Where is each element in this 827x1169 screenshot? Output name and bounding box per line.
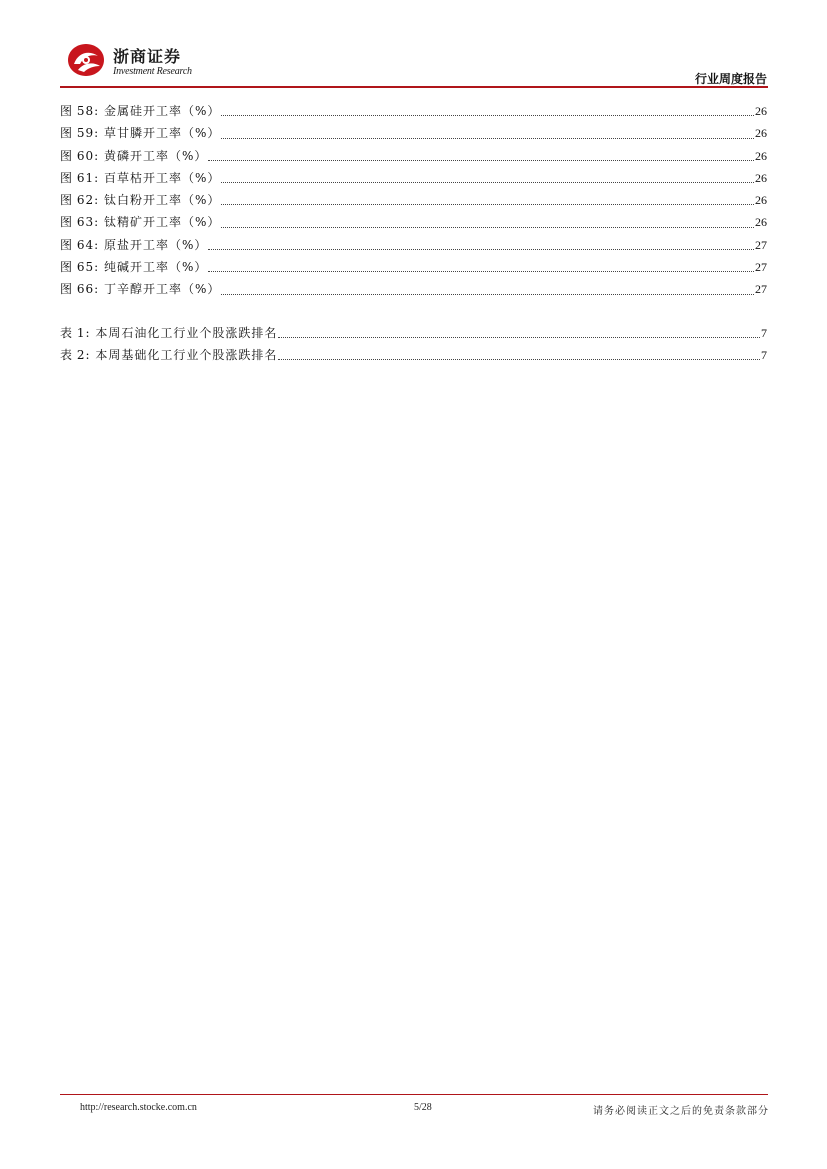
toc-entry-page: 26 — [755, 215, 767, 230]
toc-leader — [221, 293, 754, 295]
toc-entry-page: 7 — [761, 325, 767, 340]
toc-entry[interactable] — [60, 122, 767, 144]
toc-leader — [278, 336, 760, 338]
toc-section-gap — [60, 301, 767, 322]
toc-entry-prefix: 表 — [60, 347, 73, 362]
toc-entry-page: 26 — [755, 170, 767, 185]
footer-disclaimer: 请务必阅读正文之后的免责条款部分 — [593, 1106, 769, 1117]
toc-entry-prefix: 图 — [60, 193, 73, 208]
toc-entry-label — [60, 211, 220, 233]
toc-entry[interactable] — [60, 322, 767, 344]
toc-entry-prefix: 表 — [60, 325, 73, 340]
toc-entry-label — [60, 145, 207, 167]
toc-entry-label — [60, 344, 277, 366]
toc-entry-prefix: 图 — [60, 126, 73, 141]
toc-entry-title: 黄磷开工率（%） — [103, 148, 208, 163]
footer-page-number: 5/28 — [414, 1102, 432, 1113]
footer-url-link[interactable]: http://research.stocke.com.cn — [80, 1102, 197, 1113]
toc-entry-title: 钛白粉开工率（%） — [103, 193, 221, 208]
toc-entry[interactable] — [60, 167, 767, 189]
header-divider — [60, 86, 768, 88]
toc-leader — [208, 270, 754, 272]
table-of-contents — [60, 100, 767, 366]
toc-leader — [221, 137, 754, 139]
toc-entry-label — [60, 234, 207, 256]
company-name-en: Investment Research — [113, 66, 192, 77]
toc-entry-label — [60, 189, 220, 211]
toc-entry-title: 原盐开工率（%） — [103, 237, 208, 252]
toc-entry-prefix: 图 — [60, 260, 73, 275]
toc-entry-page: 27 — [755, 260, 767, 275]
toc-entry-label — [60, 167, 220, 189]
toc-entry-page: 26 — [755, 104, 767, 118]
toc-entry[interactable] — [60, 100, 767, 122]
company-logo-icon — [66, 42, 106, 78]
toc-entry-title: 百草枯开工率（%） — [103, 170, 221, 185]
page-header — [0, 0, 827, 90]
toc-entry-label — [60, 100, 220, 122]
toc-entry[interactable] — [60, 256, 767, 278]
toc-entry-label — [60, 256, 207, 278]
toc-entry-page: 7 — [761, 347, 767, 362]
toc-leader — [208, 248, 754, 250]
toc-entry-prefix: 图 — [60, 170, 73, 185]
toc-entry-label — [60, 322, 277, 344]
toc-entry[interactable] — [60, 234, 767, 256]
toc-entry-number: 58: — [76, 104, 100, 118]
toc-leader — [221, 181, 754, 183]
toc-entry[interactable] — [60, 344, 767, 366]
toc-entry-label — [60, 122, 220, 144]
toc-leader — [208, 159, 754, 161]
toc-entry-number: 66: — [76, 282, 100, 297]
toc-entry-number: 62: — [76, 193, 100, 208]
toc-entry-title: 纯碱开工率（%） — [103, 260, 208, 275]
toc-entry-title: 钛精矿开工率（%） — [103, 215, 221, 230]
toc-entry[interactable] — [60, 189, 767, 211]
toc-leader — [221, 203, 754, 205]
toc-entry-number: 61: — [76, 170, 100, 185]
toc-leader — [221, 226, 754, 228]
toc-entry[interactable] — [60, 278, 767, 300]
toc-entry-number: 63: — [76, 215, 100, 230]
toc-entry-number: 2: — [76, 347, 91, 362]
toc-leader — [278, 358, 760, 360]
company-name-cn: 浙商证券 — [113, 47, 182, 66]
toc-entry-page: 27 — [755, 237, 767, 252]
toc-entry-prefix: 图 — [60, 104, 73, 118]
toc-entry[interactable] — [60, 145, 767, 167]
toc-entry-page: 27 — [755, 282, 767, 297]
toc-entry-page: 26 — [755, 126, 767, 141]
toc-entry[interactable] — [60, 211, 767, 233]
toc-leader — [221, 114, 754, 116]
toc-entry-page: 26 — [755, 193, 767, 208]
toc-entry-number: 60: — [76, 148, 100, 163]
toc-entry-number: 59: — [76, 126, 100, 141]
toc-entry-title: 金属硅开工率（%） — [103, 104, 221, 118]
toc-entry-number: 1: — [76, 325, 91, 340]
toc-entry-prefix: 图 — [60, 282, 73, 297]
toc-entry-title: 草甘膦开工率（%） — [103, 126, 221, 141]
toc-entry-prefix: 图 — [60, 237, 73, 252]
toc-entry-number: 65: — [76, 260, 100, 275]
toc-entry-page: 26 — [755, 148, 767, 163]
toc-entry-title: 本周石油化工行业个股涨跌排名 — [95, 325, 278, 340]
toc-entry-prefix: 图 — [60, 215, 73, 230]
toc-entry-title: 丁辛醇开工率（%） — [103, 282, 221, 297]
page-footer — [0, 1102, 827, 1118]
footer-divider — [60, 1094, 768, 1095]
toc-entry-label — [60, 278, 220, 300]
report-type: 行业周度报告 — [694, 72, 767, 86]
toc-entry-title: 本周基础化工行业个股涨跌排名 — [95, 347, 278, 362]
toc-entry-prefix: 图 — [60, 148, 73, 163]
toc-entry-number: 64: — [76, 237, 100, 252]
